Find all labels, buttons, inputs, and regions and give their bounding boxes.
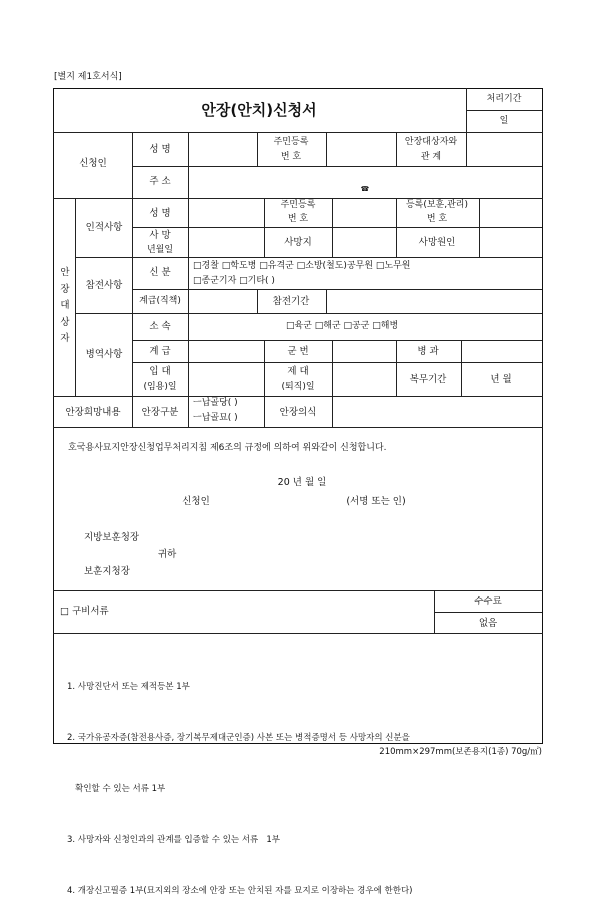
processing-value: 일	[499, 116, 509, 126]
applicant-section-label: 신청인	[79, 158, 107, 169]
recipient-office-1: 지방보훈청장	[84, 532, 140, 543]
applicant-rrn-label-1: 주민등록	[273, 137, 309, 147]
discharge-date-field[interactable]	[333, 363, 395, 395]
war-rank-label: 계급(직책)	[139, 296, 181, 306]
fee-label: 수수료	[474, 596, 502, 607]
applicant-rrn-label-2: 번 호	[280, 152, 302, 162]
form-number: [별지 제1호서식]	[54, 72, 122, 82]
military-rank-label: 계 급	[149, 346, 171, 357]
subject-reg-label-2: 번 호	[426, 214, 448, 224]
war-status-label: 신 분	[149, 267, 171, 278]
military-section-label: 병역사항	[85, 349, 123, 360]
declaration-text: 호국용사묘지안장신청업무처리지침 제6조의 규정에 의하여 위와같이 신청합니다.	[68, 443, 387, 453]
signature-field[interactable]: (서명 또는 인)	[346, 496, 406, 507]
death-place-label: 사망지	[284, 237, 312, 248]
documents-item: 4. 개장신고필증 1부(묘지외의 장소에 안장 또는 안치된 자를 묘지로 이장하는 경우에 한한다)	[67, 886, 413, 896]
burial-ceremony-label: 안장의식	[279, 407, 317, 418]
applicant-name-field[interactable]	[189, 133, 256, 165]
subject-reg-field[interactable]	[480, 199, 541, 226]
burial-option-columbarium[interactable]: ㅡ납골당( )	[193, 398, 238, 408]
service-number-field[interactable]	[333, 341, 395, 361]
documents-label: □ 구비서류	[60, 606, 109, 617]
military-rank-field[interactable]	[189, 341, 263, 361]
page-title: 안장(안치)신청서	[201, 101, 317, 119]
enlist-date-label-2: (임용)일	[143, 382, 177, 392]
applicant-rrn-field[interactable]	[327, 133, 395, 165]
service-duration-label: 복무기간	[409, 374, 447, 385]
declaration-applicant-label: 신청인	[182, 496, 210, 507]
documents-list	[67, 645, 412, 917]
burial-section-label: 안장희망내용	[65, 407, 121, 418]
subject-name-label: 성 명	[149, 208, 171, 219]
death-cause-label: 사망원인	[418, 237, 456, 248]
war-section-label: 참전사항	[85, 280, 123, 291]
death-date-label-2: 년월일	[146, 245, 174, 255]
fee-value: 없음	[478, 618, 498, 629]
burial-option-ossuary-tomb[interactable]: ㅡ납골묘( )	[193, 413, 238, 423]
subject-rrn-label-2: 번 호	[287, 214, 309, 224]
applicant-relation-label-2: 관 계	[420, 152, 442, 162]
branch-field[interactable]	[462, 341, 541, 361]
death-date-field[interactable]	[189, 228, 263, 256]
burial-type-label: 안장구분	[141, 407, 179, 418]
death-cause-field[interactable]	[480, 228, 541, 256]
documents-item: 2. 국가유공자증(참전용사증, 장기복무제대군인증) 사본 또는 병적증명서 등 사망자의 신분을	[67, 733, 410, 743]
military-affil-options[interactable]: □육군 □해군 □공군 □해병	[286, 321, 399, 331]
subject-rrn-label-1: 주민등록	[280, 200, 316, 210]
applicant-relation-field[interactable]	[467, 133, 541, 165]
service-number-label: 군 번	[287, 346, 309, 357]
application-date[interactable]: 20 년 월 일	[277, 477, 327, 488]
processing-label: 처리기간	[486, 94, 522, 104]
branch-label: 병 과	[417, 346, 439, 357]
applicant-relation-label-1: 안장대상자와	[404, 137, 458, 147]
applicant-address-label: 주 소	[149, 176, 171, 187]
recipient-honorific: 귀하	[158, 549, 177, 560]
enlist-date-field[interactable]	[189, 363, 263, 395]
documents-item: 확인할 수 있는 서류 1부	[67, 784, 166, 794]
military-affil-label: 소 속	[149, 321, 171, 332]
paper-spec-footer: 210mm×297mm(보존용지(1종) 70g/㎡)	[379, 747, 542, 757]
recipient-office-2: 보훈지청장	[84, 566, 130, 577]
death-date-label-1: 사 망	[149, 230, 171, 241]
service-duration-units[interactable]: 년 월	[490, 374, 512, 385]
applicant-name-label: 성 명	[149, 144, 171, 155]
personal-section-label: 인적사항	[85, 222, 123, 233]
phone-icon: ☎	[360, 185, 370, 193]
war-rank-field[interactable]	[189, 290, 256, 312]
subject-section-label: 안 장 대 상 자	[60, 267, 70, 344]
discharge-date-label-2: (퇴직)일	[281, 382, 315, 392]
war-status-options-1[interactable]: □경찰 □학도병 □유격군 □소방(철도)공무원 □노무원	[193, 261, 411, 271]
discharge-date-label-1: 제 대	[287, 366, 309, 377]
death-place-field[interactable]	[333, 228, 395, 256]
war-status-options-2[interactable]: □종군기자 □기타( )	[193, 276, 275, 286]
documents-item: 1. 사망진단서 또는 제적등본 1부	[67, 682, 190, 692]
war-period-label: 참전기간	[272, 296, 310, 307]
enlist-date-label-1: 입 대	[149, 366, 171, 377]
subject-reg-label-1: 등록(보훈,관리)	[405, 200, 469, 210]
subject-name-field[interactable]	[189, 199, 263, 226]
documents-item: 3. 사망자와 신청인과의 관계를 입증할 수 있는 서류 1부	[67, 835, 280, 845]
burial-ceremony-field[interactable]	[333, 397, 541, 426]
war-period-field[interactable]	[327, 290, 541, 312]
subject-rrn-field[interactable]	[333, 199, 395, 226]
